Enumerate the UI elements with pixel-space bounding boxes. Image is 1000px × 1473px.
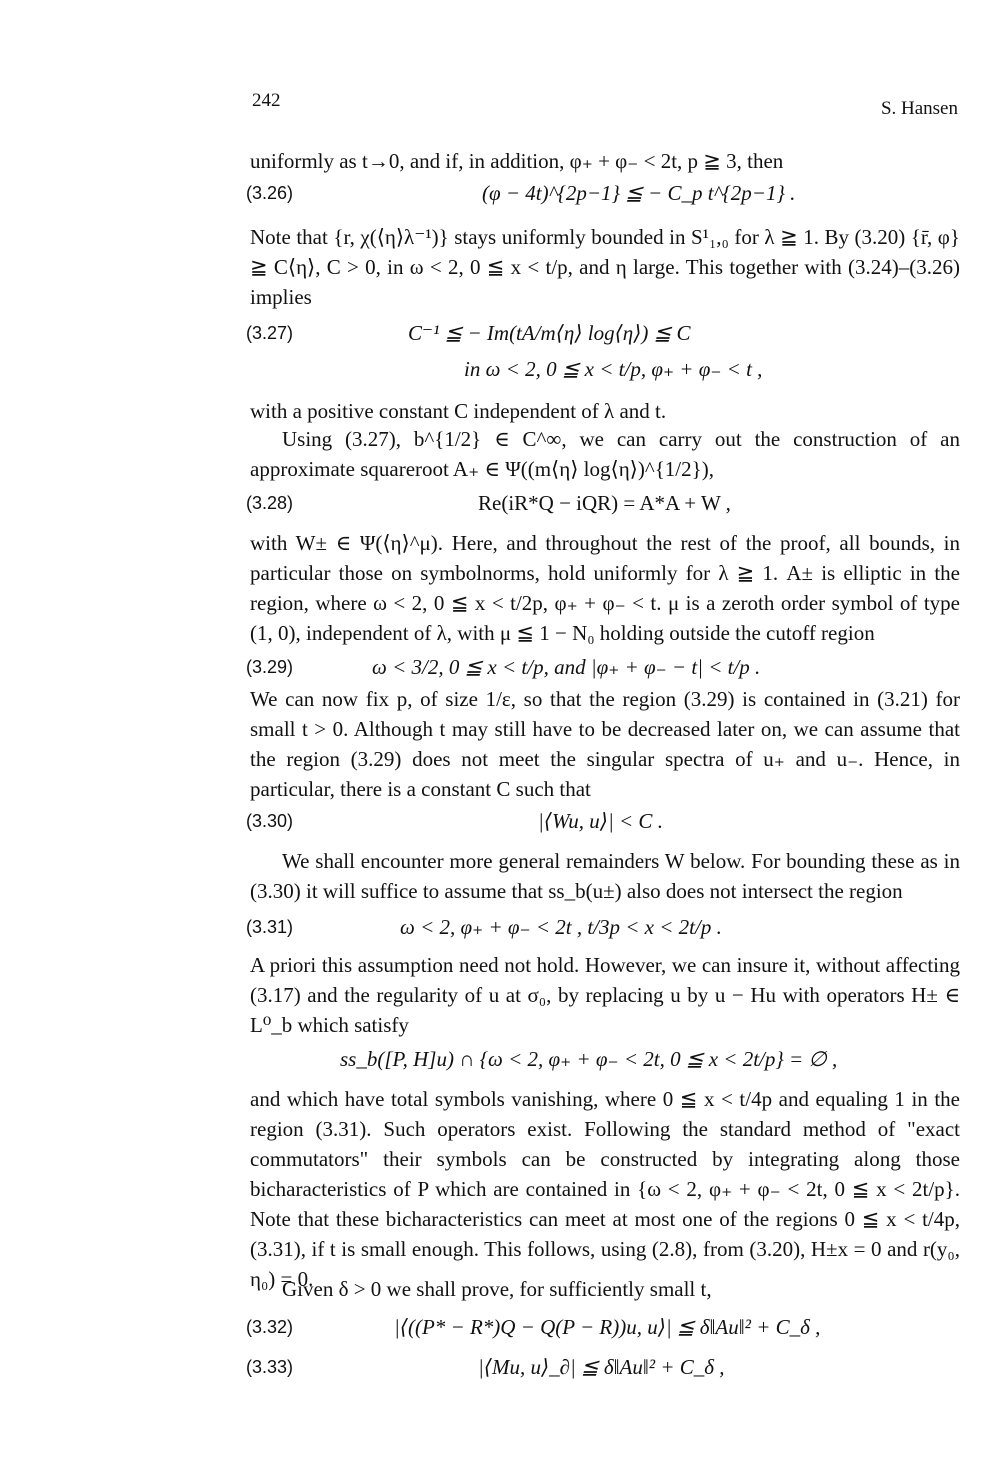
equation-3-28 — [246, 488, 966, 518]
equation-body: C⁻¹ ≦ − Im(tA/m⟨η⟩ log⟨η⟩) ≦ C — [408, 321, 691, 345]
paragraph-1: uniformly as t→0, and if, in addition, φ₊ + φ₋ < 2t, p ≧ 3, then — [250, 149, 784, 173]
running-head-author: S. Hansen — [880, 98, 958, 119]
equation-number: (3.31) — [246, 917, 294, 937]
paragraph-9: and which have total symbols vanishing, where 0 ≦ x < t/4p and equaling 1 in the region (3.31). Such operators exist. Following the standard method of "exact commutators" their symbols can be constructed by integrating along those bicharacteristics of P which are contained in {ω < 2, φ₊ + φ₋ < 2t, 0 ≦ x < 2t/p}. Note that these bicharacteristics can meet at most one of the regions 0 ≦ x < t/4p, (3.31), if t is small enough. This follows, using (2.8), from (3.20), H±x = 0 and r(y₀, η₀) = 0. — [250, 1087, 960, 1291]
paragraph-10: Given δ > 0 we shall prove, for sufficiently small t, — [282, 1277, 712, 1301]
paragraph-2: Note that {r, χ(⟨η⟩λ⁻¹)} stays uniformly bounded in S¹₁,₀ for λ ≧ 1. By (3.20) {r̄, φ} ≧ C⟨η⟩, C > 0, in ω < 2, 0 ≦ x < t/p, and η large. This together with (3.24)–(3.26) implies — [250, 225, 960, 309]
equation-body: ω < 2, φ₊ + φ₋ < 2t , t/3p < x < 2t/p . — [400, 915, 722, 939]
equation-3-27-conditions — [246, 354, 966, 384]
paragraph-6: We can now fix p, of size 1/ε, so that the region (3.29) is contained in (3.21) for small t > 0. Although t may still have to be decreased later on, we can assume that the region (3.29) does not meet the singular spectra of u₊ and u₋. Hence, in particular, there is a constant C such that — [250, 687, 960, 801]
equation-body: in ω < 2, 0 ≦ x < t/p, φ₊ + φ₋ < t , — [464, 357, 763, 381]
paragraph-7: We shall encounter more general remainders W below. For bounding these as in (3.30) it will suffice to assume that ss_b(u±) also does not intersect the region — [250, 849, 960, 903]
equation-ss-b — [246, 1044, 966, 1074]
equation-3-31 — [246, 912, 966, 942]
equation-number: (3.33) — [246, 1357, 294, 1377]
equation-number: (3.30) — [246, 811, 294, 831]
equation-body: |⟨Wu, u⟩| < C . — [538, 809, 663, 833]
equation-body: ss_b([P, H]u) ∩ {ω < 2, φ₊ + φ₋ < 2t, 0 ≦ x < 2t/p} = ∅ , — [340, 1047, 838, 1071]
equation-3-27 — [246, 318, 966, 348]
equation-number: (3.27) — [246, 323, 294, 343]
equation-body: ω < 3/2, 0 ≦ x < t/p, and |φ₊ + φ₋ − t| < t/p . — [372, 655, 761, 679]
paragraph-8: A priori this assumption need not hold. However, we can insure it, without affecting (3.17) and the regularity of u at σ₀, by replacing u by u − Hu with operators H± ∈ L⁰_b which satisfy — [250, 953, 960, 1037]
equation-number: (3.26) — [246, 183, 294, 203]
equation-body: |⟨Mu, u⟩_∂| ≦ δ‖Au‖² + C_δ , — [478, 1355, 725, 1379]
page-number: 242 — [252, 90, 281, 111]
equation-body: Re(iR*Q − iQR) = A*A + W , — [478, 491, 731, 515]
paragraph-3: with a positive constant C independent of λ and t. — [250, 399, 667, 423]
paragraph-5: with W± ∈ Ψ(⟨η⟩^μ). Here, and throughout the rest of the proof, all bounds, in particular those on symbolnorms, hold uniformly for λ ≧ 1. A± is elliptic in the region, where ω < 2, 0 ≦ x < t/2p, φ₊ + φ₋ < t. μ is a zeroth order symbol of type (1, 0), independent of λ, with μ ≦ 1 − N₀ holding outside the cutoff region — [250, 531, 960, 645]
equation-3-32 — [246, 1312, 966, 1342]
equation-number: (3.32) — [246, 1317, 294, 1337]
equation-body: (φ − 4t)^{2p−1} ≦ − C_p t^{2p−1} . — [482, 181, 796, 205]
equation-number: (3.28) — [246, 493, 294, 513]
paragraph-4: Using (3.27), b^{1/2} ∈ C^∞, we can carry out the construction of an approximate squareroot A₊ ∈ Ψ((m⟨η⟩ log⟨η⟩)^{1/2}), — [250, 427, 960, 481]
equation-3-29 — [246, 652, 966, 682]
equation-3-33 — [246, 1352, 966, 1382]
equation-3-26 — [246, 178, 966, 208]
equation-number: (3.29) — [246, 657, 294, 677]
equation-body: |⟨((P* − R*)Q − Q(P − R))u, u⟩| ≦ δ‖Au‖² + C_δ , — [394, 1315, 821, 1339]
equation-3-30 — [246, 806, 966, 836]
